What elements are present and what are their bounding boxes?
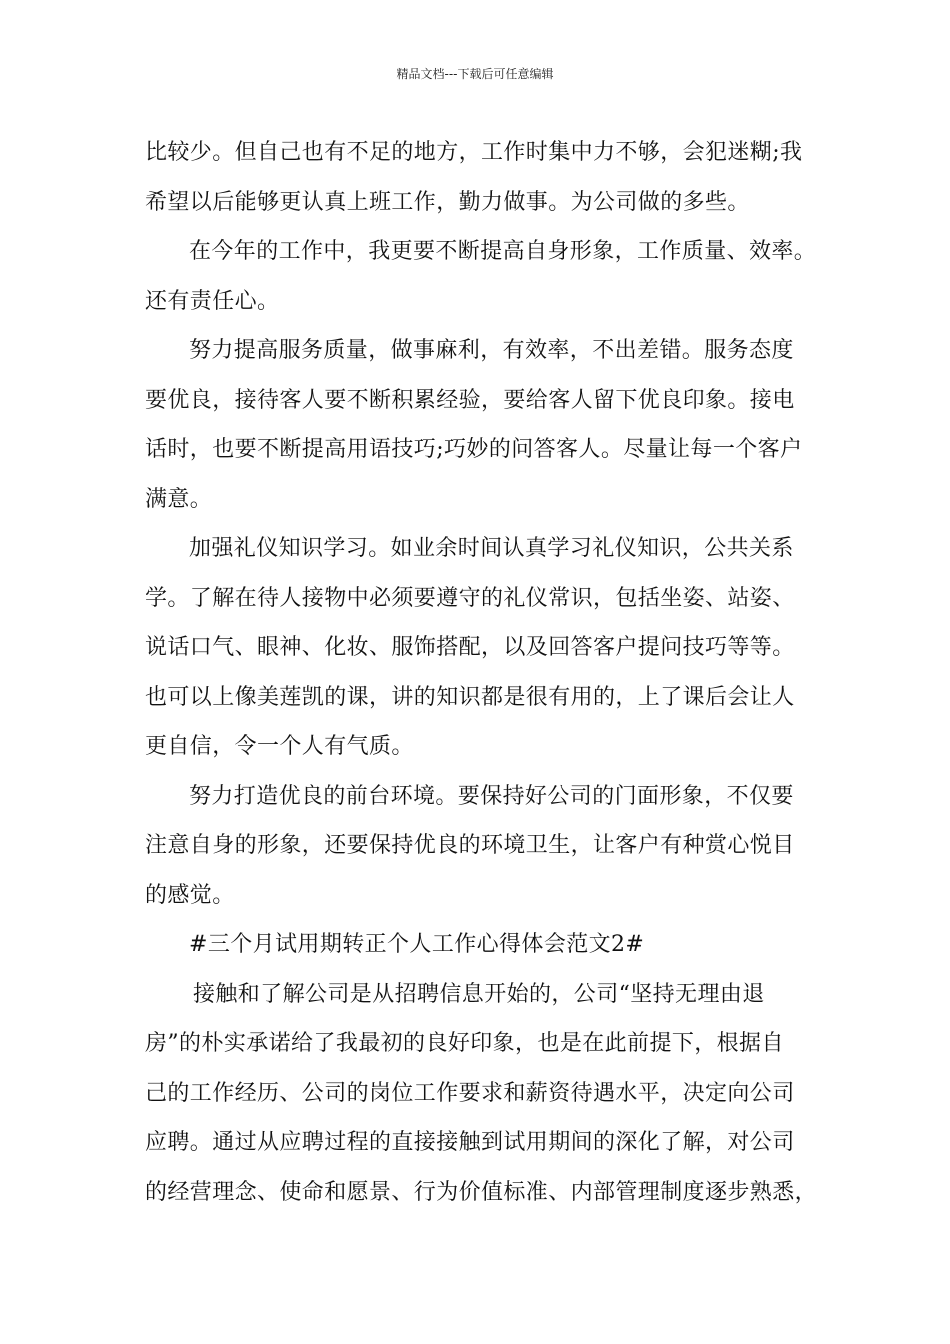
text-line: 也可以上像美莲凯的课，讲的知识都是很有用的，上了课后会让人	[145, 684, 795, 710]
text-line: 比较少。但自己也有不足的地方，工作时集中力不够，会犯迷糊;我	[145, 140, 803, 165]
document-body	[145, 128, 825, 1217]
text-line: 满意。	[145, 486, 213, 512]
text-line: 注意自身的形象，还要保持优良的环境卫生，让客户有种赏心悦目	[145, 833, 795, 858]
text-line: 的经营理念、使命和愿景、行为价值标准、内部管理制度逐步熟悉，	[145, 1179, 818, 1205]
text-line: 房”的朴实承诺给了我最初的良好印象，也是在此前提下，根据自	[145, 1031, 784, 1056]
text-line: 努力提高服务质量，做事麻利，有效率，不出差错。服务态度	[189, 338, 794, 363]
text-line: 的感觉。	[145, 882, 235, 908]
text-line: 希望以后能够更认真上班工作，勤力做事。为公司做的多些。	[145, 189, 750, 215]
text-line: 学。了解在待人接物中必须要遵守的礼仪常识，包括坐姿、站姿、	[145, 585, 795, 611]
text-line: 还有责任心。	[145, 288, 280, 314]
text-line: 话时，也要不断提高用语技巧;巧妙的问答客人。尽量让每一个客户	[145, 437, 803, 462]
text-line: 应聘。通过从应聘过程的直接接触到试用期间的深化了解，对公司	[145, 1130, 795, 1155]
text-line: #三个月试用期转正个人工作心得体会范文2#	[189, 932, 645, 957]
text-line: 更自信，令一个人有气质。	[145, 734, 414, 759]
text-line: 努力打造优良的前台环境。要保持好公司的门面形象，不仅要	[189, 783, 794, 809]
page-header: 精品文档---下载后可任意编辑	[396, 67, 554, 81]
text-line: 说话口气、眼神、化妆、服饰搭配，以及回答客户提问技巧等等。	[145, 635, 795, 660]
text-line: 加强礼仪知识学习。如业余时间认真学习礼仪知识，公共关系	[189, 536, 794, 561]
text-line: 要优良，接待客人要不断积累经验，要给客人留下优良印象。接电	[145, 387, 795, 413]
text-line: 在今年的工作中，我更要不断提高自身形象，工作质量、效率。	[189, 239, 817, 264]
text-line: 己的工作经历、公司的岗位工作要求和薪资待遇水平，决定向公司	[145, 1080, 795, 1106]
text-line: 接触和了解公司是从招聘信息开始的，公司“坚持无理由退	[193, 981, 765, 1007]
